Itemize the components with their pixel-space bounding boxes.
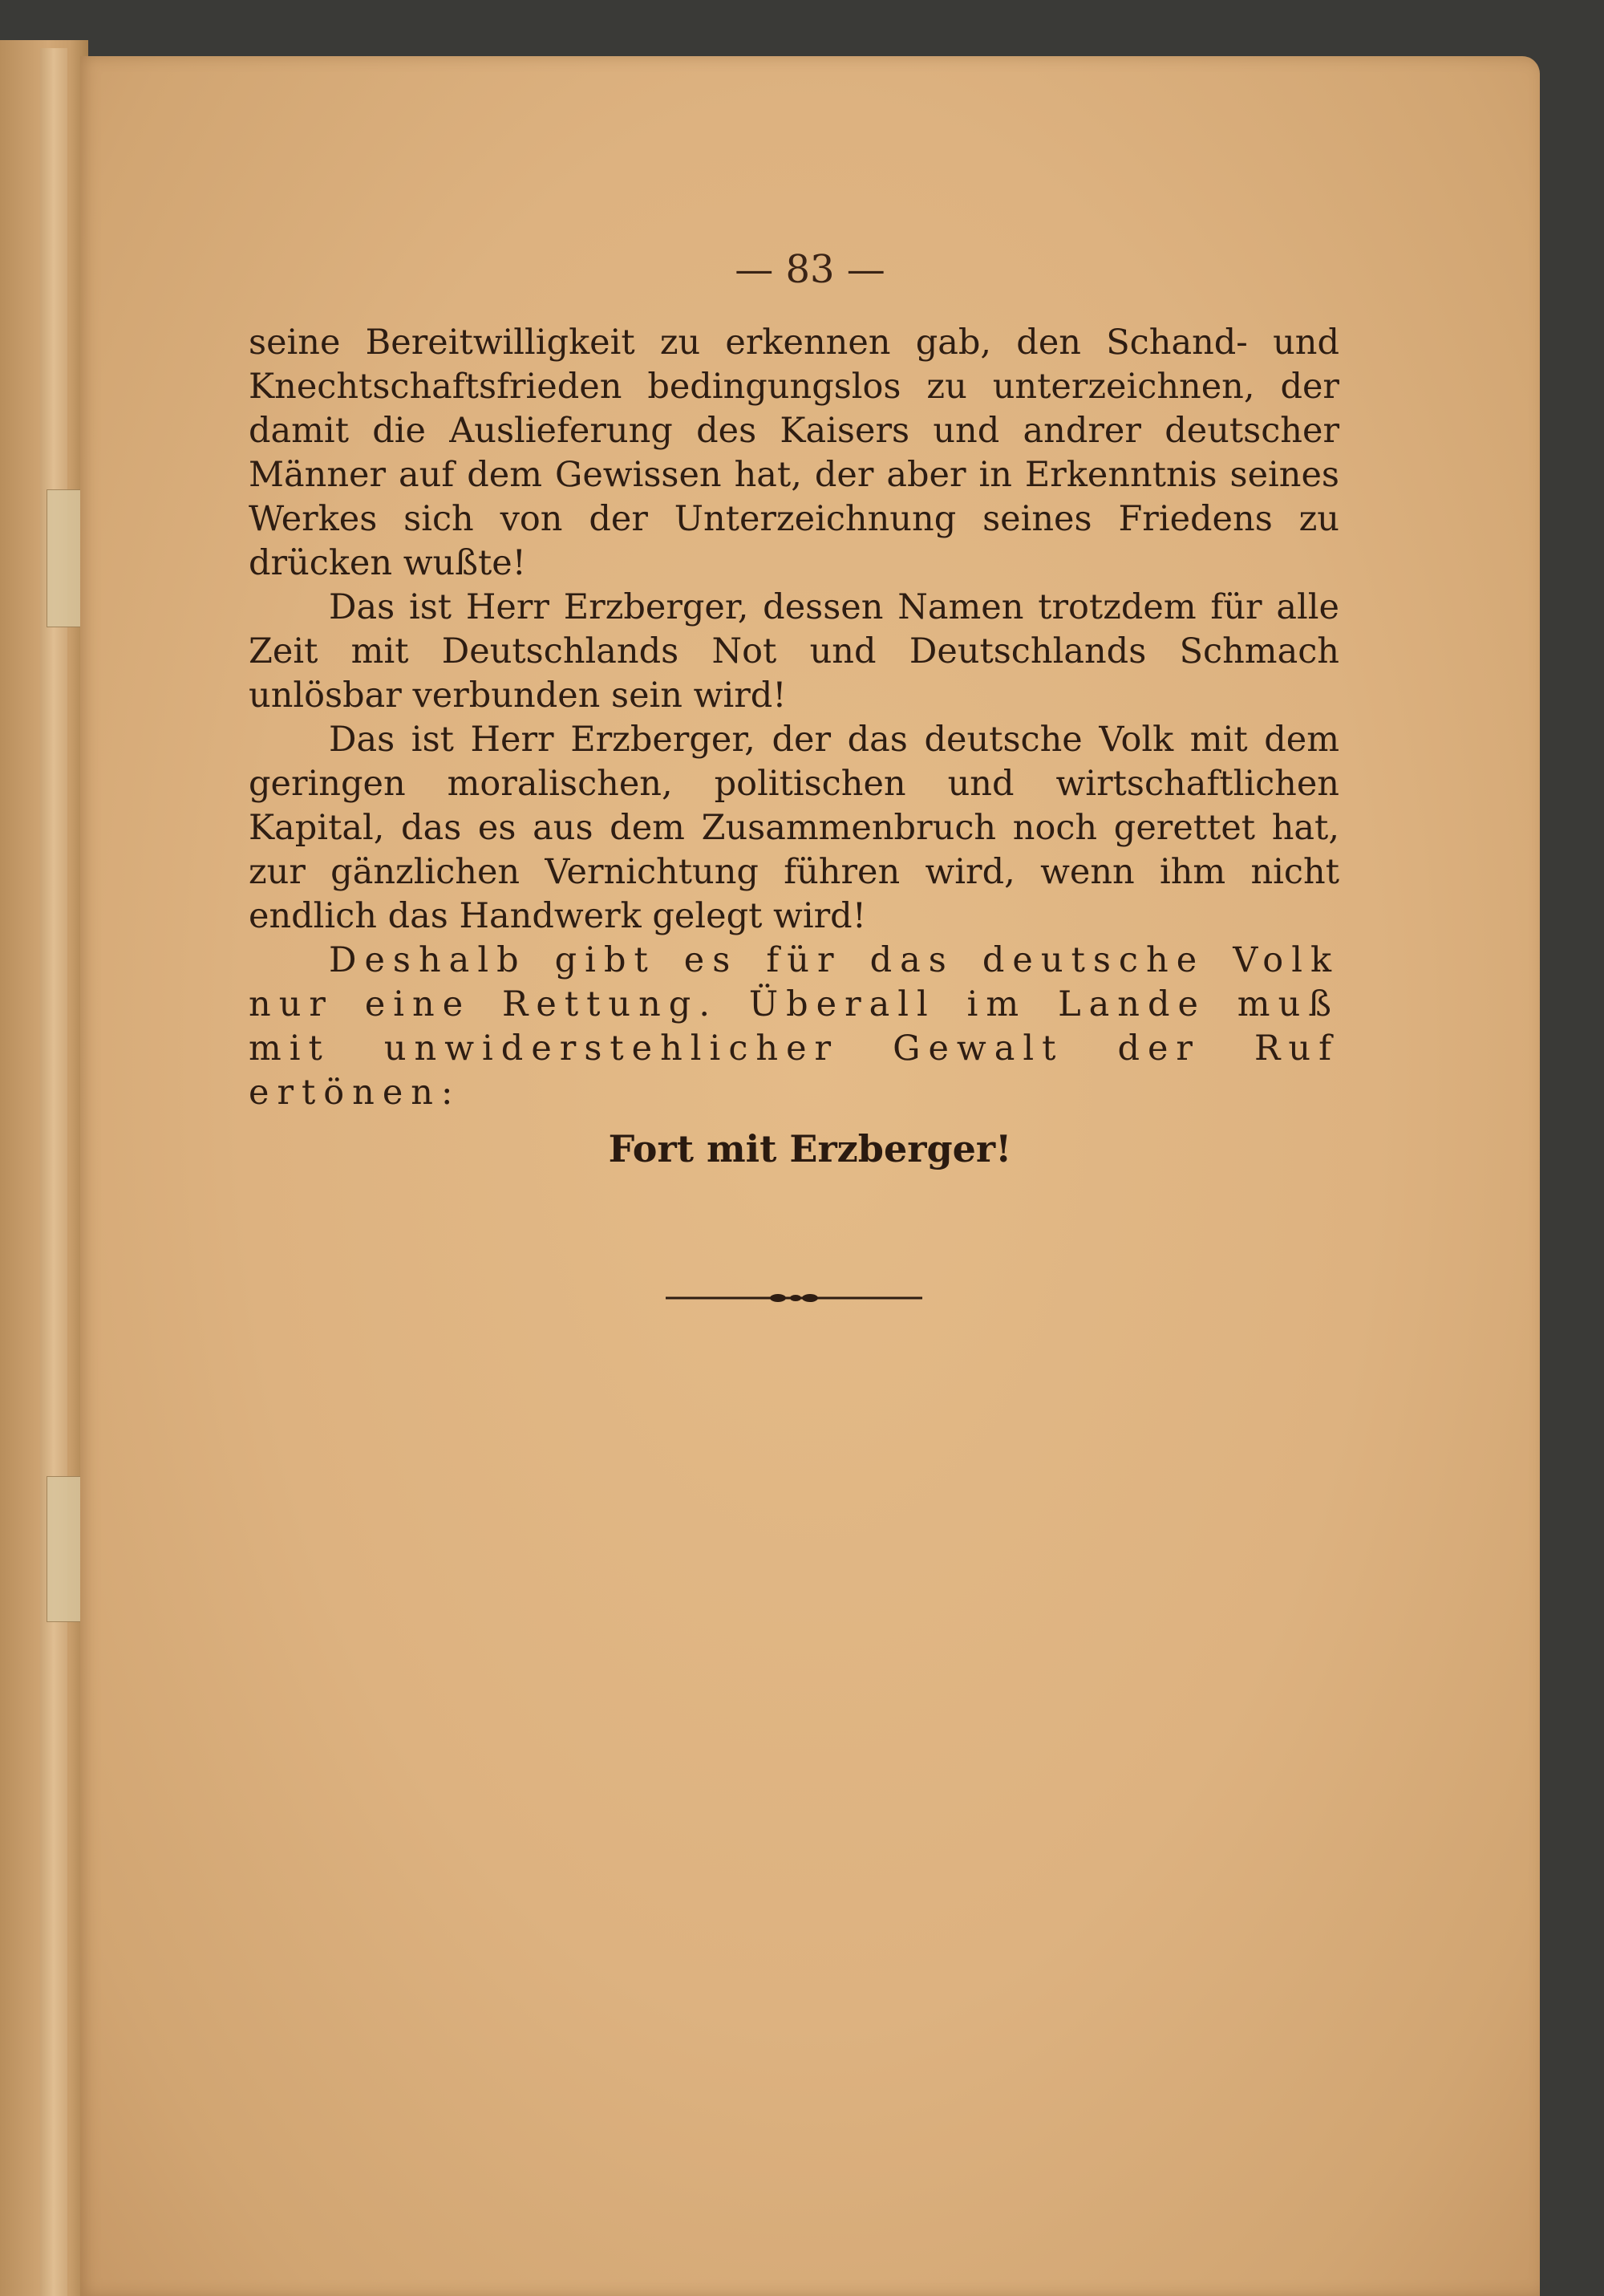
body-text: [249, 321, 1339, 1115]
page-number: — 83 —: [735, 247, 885, 292]
paragraph: Das ist Herr Erzberger, der das deutsche Volk mit dem geringen moralischen, politischen und wirtschaftlichen Kapital, das es aus dem Zusammenbruch noch gerettet hat, zur gänzlichen Vernichtung führen wird, wenn ihm nicht endlich das Handwerk gelegt wird!: [249, 720, 1339, 936]
paragraph: Das ist Herr Erzberger, dessen Namen trotzdem für alle Zeit mit Deutschlands Not und Deutschlands Schmach unlösbar verbunden sein wird!: [249, 587, 1339, 716]
paragraph: seine Bereitwilligkeit zu erkennen gab, den Schand- und Knechtschaftsfrieden bedingungslos zu unterzeichnen, der damit die Auslieferung des Kaisers und andrer deutscher Männer auf dem Gewissen hat, der aber in Erkenntnis seines Werkes sich von der Unterzeichnung seines Friedens zu drücken wußte!: [249, 322, 1339, 583]
paragraph: Deshalb gibt es für das deutsche Volk nur eine Rettung. Überall im Lande muß mit unwiderstehlicher Gewalt der Ruf ertönen:: [249, 940, 1339, 1113]
ornament-divider: [666, 1290, 922, 1306]
book-page: [80, 56, 1540, 2296]
book-spine: [40, 48, 67, 2296]
slogan-heading: Fort mit Erzberger!: [608, 1127, 1012, 1170]
